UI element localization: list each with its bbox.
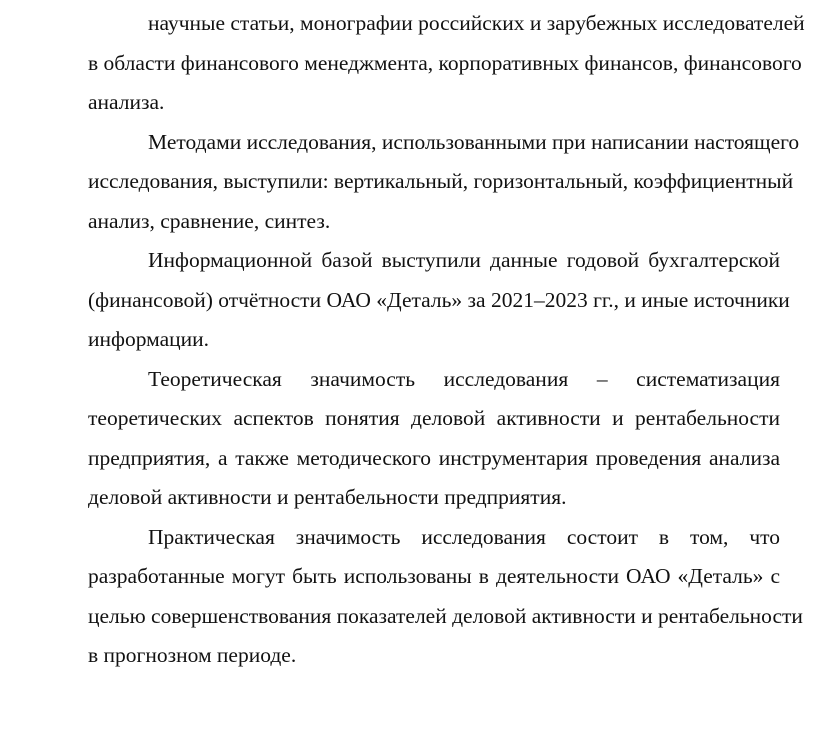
text-line: Методами исследования, использованными при написании настоящего	[148, 129, 800, 154]
text-line: целью совершенствования показателей деловой активности и рентабельности	[88, 603, 803, 628]
text-line: исследования, выступили: вертикальный, горизонтальный, коэффициентный	[88, 169, 794, 193]
text-line: информации.	[88, 327, 210, 351]
text-line: анализа.	[88, 90, 165, 114]
text-line: научные статьи, монографии российских и зарубежных исследователей	[148, 11, 805, 35]
text-line: анализ, сравнение, синтез.	[88, 208, 331, 233]
text-line: (финансовой) отчётности ОАО «Деталь» за 2021–2023 гг., и иные источники	[88, 287, 790, 312]
paragraph-methods	[28, 123, 800, 242]
text-line: предприятия, а также методического инструментария проведения анализа	[88, 445, 780, 470]
text-line: в прогнозном периоде.	[88, 643, 297, 667]
text-line: Информационной базой выступили данные годовой бухгалтерской	[148, 248, 780, 272]
paragraph-info-base	[28, 241, 790, 360]
text-line: Практическая значимость исследования состоит в том, что	[148, 524, 780, 549]
paragraph-practical-significance	[28, 518, 803, 676]
text-line: деловой активности и рентабельности предприятия.	[88, 485, 567, 509]
text-line: разработанные могут быть использованы в деятельности ОАО «Деталь» с	[88, 564, 780, 588]
document-page	[28, 0, 805, 676]
text-line: теоретических аспектов понятия деловой активности и рентабельности	[88, 406, 780, 430]
text-line: в области финансового менеджмента, корпоративных финансов, финансового	[88, 50, 802, 75]
paragraph-sources	[28, 4, 805, 123]
text-line: Теоретическая значимость исследования – систематизация	[148, 366, 780, 391]
paragraph-theoretical-significance	[28, 360, 780, 518]
